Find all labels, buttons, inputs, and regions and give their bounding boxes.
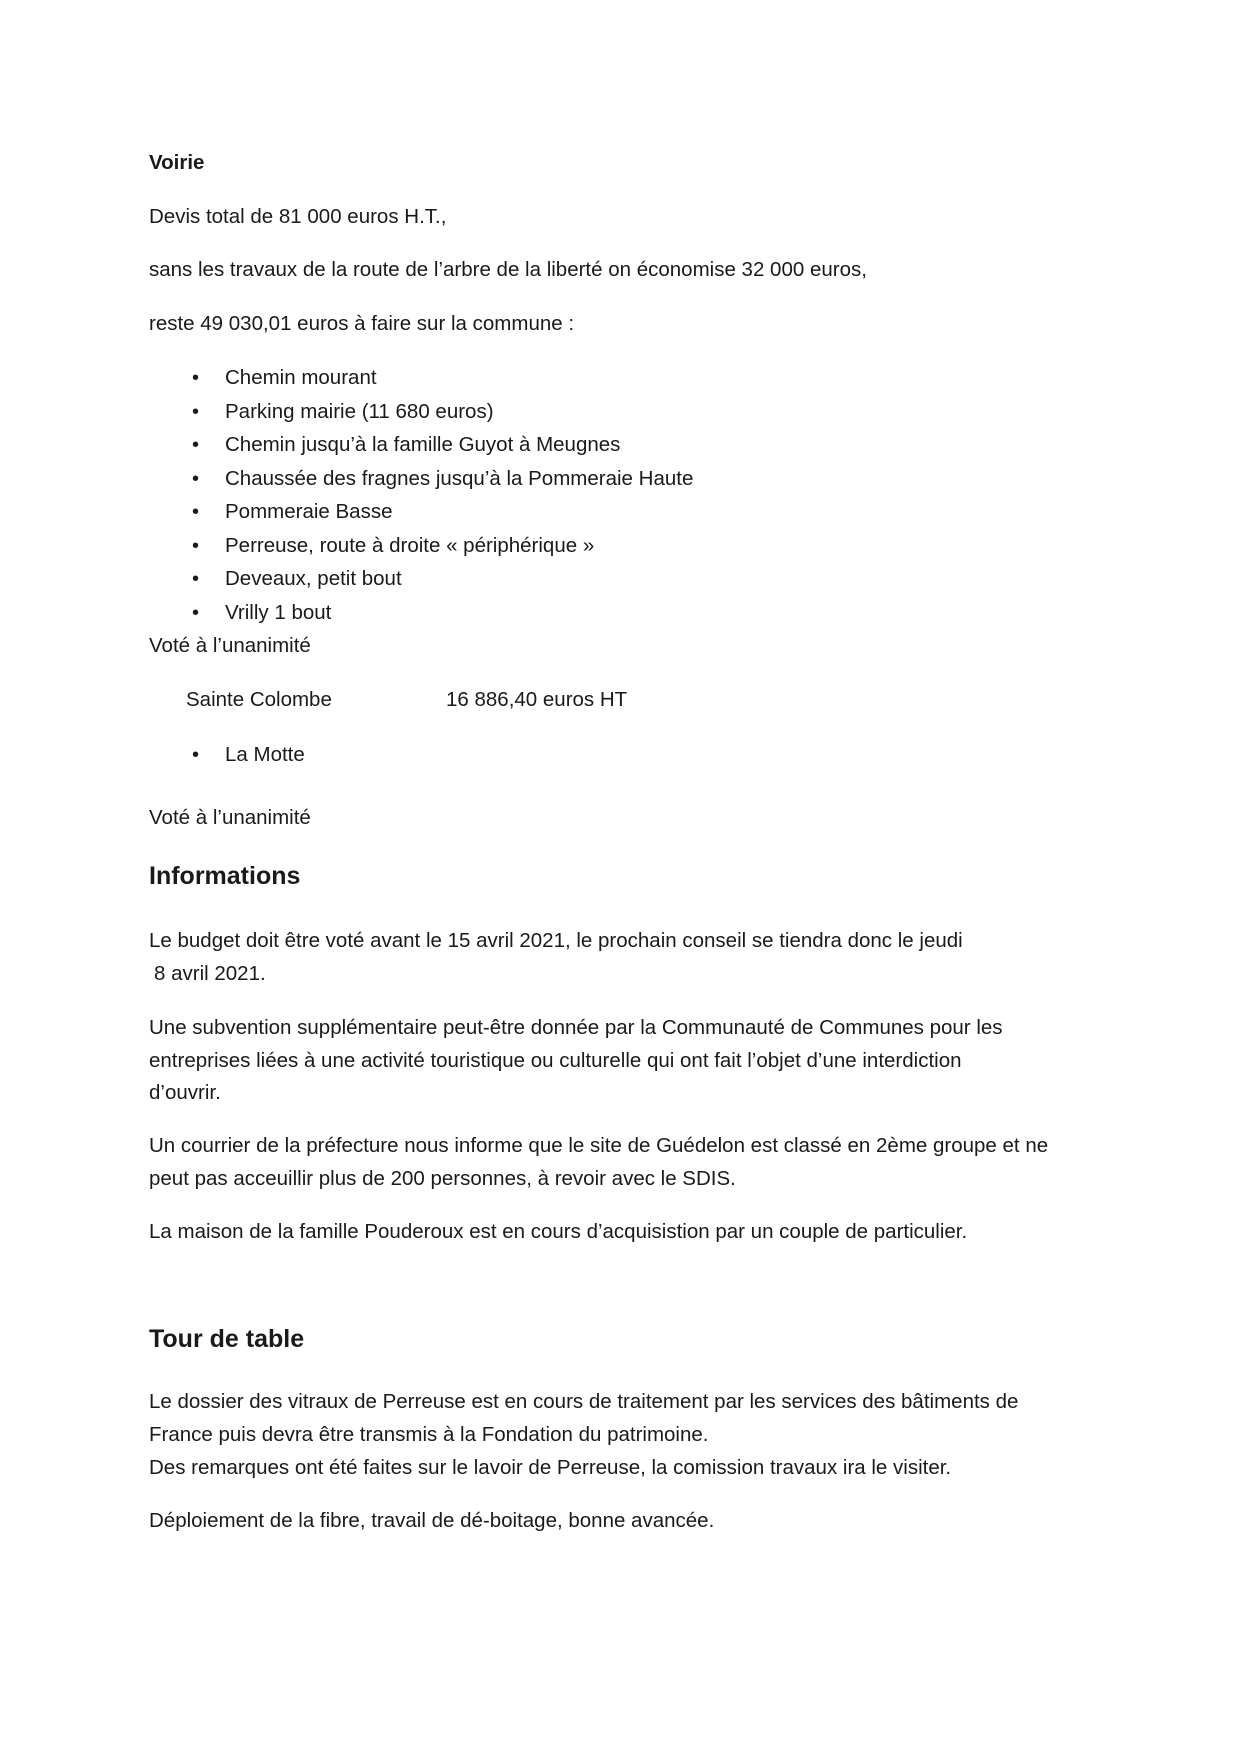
bullet-icon: •	[192, 468, 200, 490]
list-item: Vrilly 1 bout	[225, 601, 332, 624]
paragraph: sans les travaux de la route de l’arbre de la liberté on économise 32 000 euros,	[149, 258, 867, 281]
list-item: Chaussée des fragnes jusqu’à la Pommeraie Haute	[225, 467, 694, 490]
paragraph-line: Une subvention supplémentaire peut-être donnée par la Communauté de Communes pour les	[149, 1016, 1003, 1039]
list-item: Deveaux, petit bout	[225, 567, 402, 590]
section-heading-voirie: Voirie	[149, 151, 205, 174]
list-item: La Motte	[225, 743, 305, 766]
paragraph-line: Le dossier des vitraux de Perreuse est en cours de traitement par les services des bâtiments de	[149, 1390, 1019, 1413]
bullet-icon: •	[192, 401, 200, 423]
bullet-icon: •	[192, 568, 200, 590]
paragraph: reste 49 030,01 euros à faire sur la commune :	[149, 312, 575, 335]
paragraph-line: d’ouvrir.	[149, 1081, 221, 1104]
vote-note: Voté à l’unanimité	[149, 634, 311, 657]
paragraph: La maison de la famille Pouderoux est en cours d’acquisistion par un couple de particulier.	[149, 1220, 968, 1243]
sainte-colombe-label: Sainte Colombe	[186, 688, 332, 711]
paragraph-line: 8 avril 2021.	[154, 962, 266, 985]
sainte-colombe-amount: 16 886,40 euros HT	[446, 688, 628, 711]
section-heading-tour-de-table: Tour de table	[149, 1325, 305, 1353]
list-item: Perreuse, route à droite « périphérique »	[225, 534, 595, 557]
paragraph: Déploiement de la fibre, travail de dé-boitage, bonne avancée.	[149, 1509, 715, 1532]
list-item: Parking mairie (11 680 euros)	[225, 400, 494, 423]
bullet-icon: •	[192, 501, 200, 523]
bullet-icon: •	[192, 434, 200, 456]
paragraph-line: Des remarques ont été faites sur le lavoir de Perreuse, la comission travaux ira le visiter.	[149, 1456, 952, 1479]
list-item: Chemin mourant	[225, 366, 377, 389]
paragraph-line: peut pas acceuillir plus de 200 personnes, à revoir avec le SDIS.	[149, 1167, 736, 1190]
bullet-icon: •	[192, 744, 200, 766]
vote-note: Voté à l’unanimité	[149, 806, 311, 829]
paragraph-line: entreprises liées à une activité touristique ou culturelle qui ont fait l’objet d’une interdiction	[149, 1049, 962, 1072]
bullet-icon: •	[192, 602, 200, 624]
bullet-icon: •	[192, 535, 200, 557]
paragraph: Devis total de 81 000 euros H.T.,	[149, 205, 447, 228]
section-heading-informations: Informations	[149, 862, 301, 890]
bullet-icon: •	[192, 367, 200, 389]
paragraph-line: France puis devra être transmis à la Fondation du patrimoine.	[149, 1423, 709, 1446]
list-item: Chemin jusqu’à la famille Guyot à Meugnes	[225, 433, 621, 456]
paragraph-line: Le budget doit être voté avant le 15 avril 2021, le prochain conseil se tiendra donc le jeudi	[149, 929, 963, 952]
paragraph-line: Un courrier de la préfecture nous informe que le site de Guédelon est classé en 2ème groupe et ne	[149, 1134, 1049, 1157]
list-item: Pommeraie Basse	[225, 500, 393, 523]
